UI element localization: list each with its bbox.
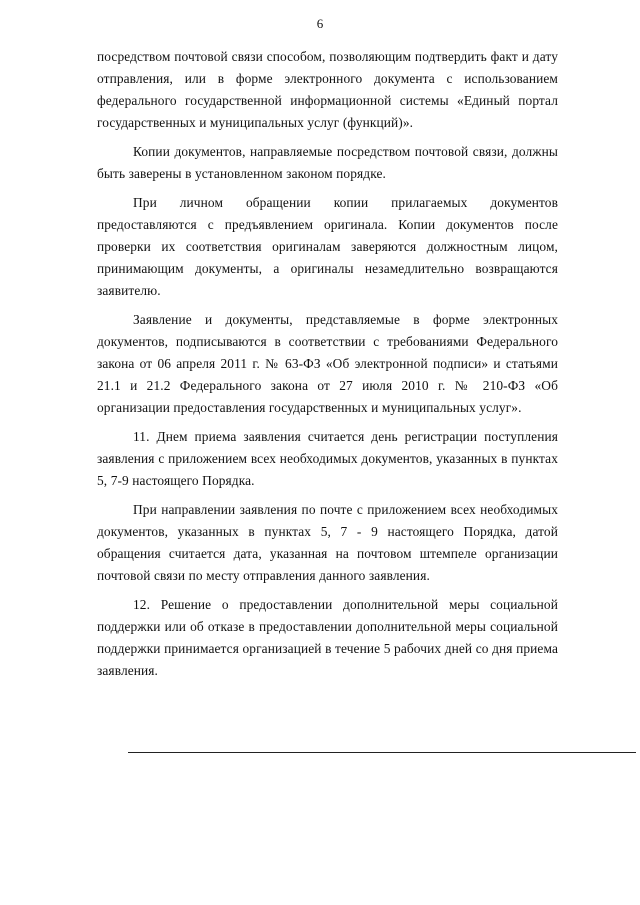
paragraph-postal-copies: Копии документов, направляемые посредством почтовой связи, должны быть заверены в установленном законом порядке.: [97, 144, 558, 181]
paragraph-postal-date: При направлении заявления по почте с приложением всех необходимых документов, указанных в пунктах 5, 7 - 9 настоящего Порядка, датой обращения считается дата, указанная на почтовом штемпеле организации почтовой связи по месту отправления данного заявления.: [97, 502, 558, 583]
paragraph-electronic-documents: Заявление и документы, представляемые в форме электронных документов, подписываются в соответствии с требованиями Федерального закона от 06 апреля 2011 г. № 63-ФЗ «Об электронной подписи» и статьями 21.1 и 21.2 Федерального закона от 27 июля 2010 г. № 210-ФЗ «Об организации предоставления государственных и муниципальных услуг».: [97, 312, 558, 415]
paragraph-personal-visit: При личном обращении копии прилагаемых документов предоставляются с предъявлением оригинала. Копии документов после проверки их соответствия оригиналам заверяются должностным лицом, принимающим документы, а оригиналы незамедлительно возвращаются заявителю.: [97, 195, 558, 298]
document-body: [97, 46, 558, 689]
paragraph-item-12: 12. Решение о предоставлении дополнительной меры социальной поддержки или об отказе в предоставлении дополнительной меры социальной поддержки принимается организацией в течение 5 рабочих дней со дня приема заявления.: [97, 597, 558, 678]
paragraph-continuation: посредством почтовой связи способом, позволяющим подтвердить факт и дату отправления, или в форме электронного документа с использованием федерального государственной информационной системы «Единый портал государственных и муниципальных услуг (функций)».: [97, 49, 558, 130]
paragraph-item-11: 11. Днем приема заявления считается день регистрации поступления заявления с приложением всех необходимых документов, указанных в пунктах 5, 7-9 настоящего Порядка.: [97, 429, 558, 488]
page-number: 6: [316, 16, 324, 31]
horizontal-rule: [128, 752, 636, 753]
